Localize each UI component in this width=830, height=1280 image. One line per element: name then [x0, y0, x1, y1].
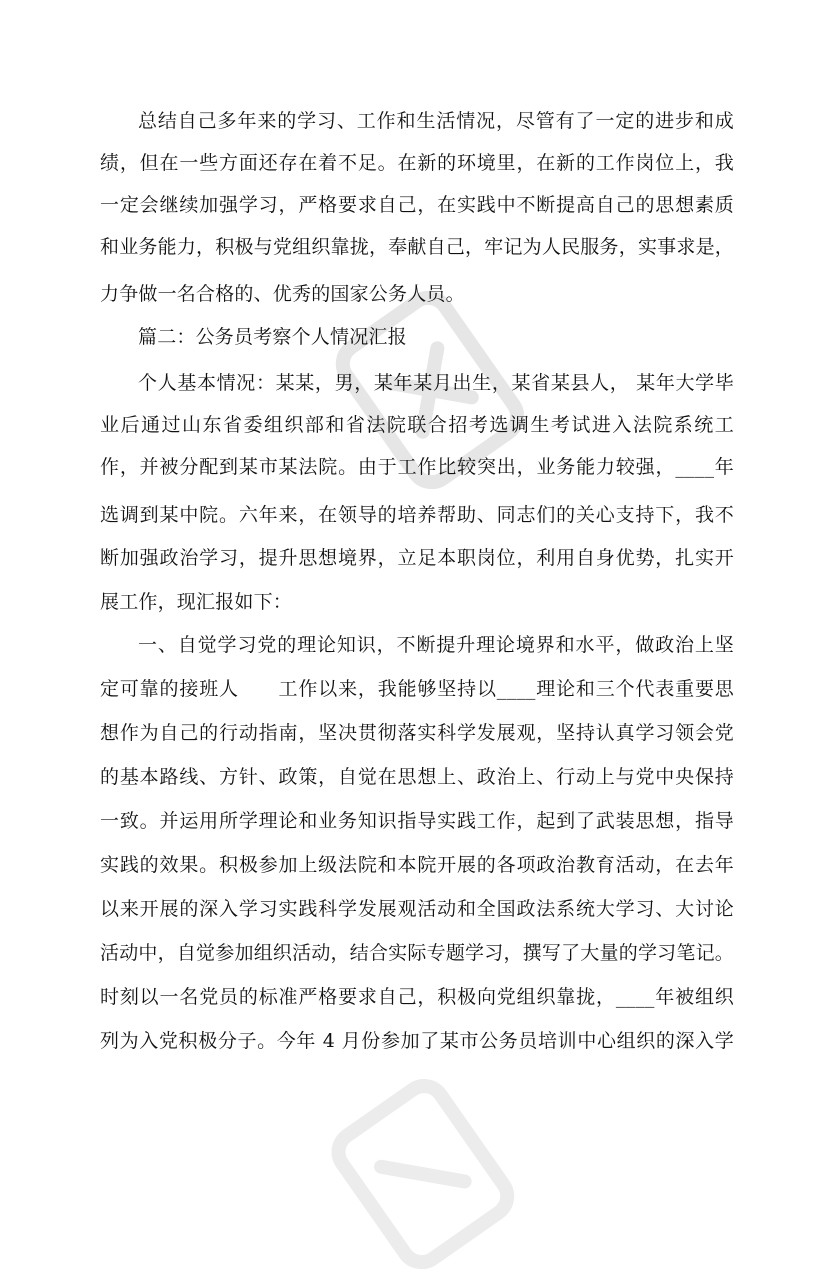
text-line: 展工作，现汇报如下： [100, 591, 293, 613]
text-line: 力争做一名合格的、优秀的国家公务人员。 [100, 283, 465, 305]
text-line: 一、自觉学习党的理论知识，不断提升理论境界和水平，做政治上坚 [138, 634, 734, 656]
watermark-logo-icon [320, 1060, 520, 1280]
text-line: 列为入党积极分子。今年 4 月份参加了某市公务员培训中心组织的深入学 [100, 1030, 734, 1052]
text-line: 作，并被分配到某市某法院。由于工作比较突出，业务能力较强，____年 [100, 456, 734, 478]
text-line: 断加强政治学习，提升思想境界，立足本职岗位，利用自身优势，扎实开 [100, 547, 734, 569]
text-line: 个人基本情况：某某，男，某年某月出生，某省某县人， 某年大学毕 [138, 372, 734, 394]
text-line: 的基本路线、方针、政策，自觉在思想上、政治上、行动上与党中央保持 [100, 766, 734, 788]
text-line: 一致。并运用所学理论和业务知识指导实践工作，起到了武装思想，指导 [100, 810, 734, 832]
section-heading: 篇二：公务员考察个人情况汇报 [138, 326, 407, 348]
text-line: 总结自己多年来的学习、工作和生活情况，尽管有了一定的进步和成 [138, 110, 734, 132]
text-line: 和业务能力，积极与党组织靠拢，奉献自己，牢记为人民服务，实事求是， [100, 236, 734, 258]
text-line: 一定会继续加强学习，严格要求自己，在实践中不断提高自己的思想素质 [100, 194, 734, 216]
text-line: 时刻以一名党员的标准严格要求自己，积极向党组织靠拢，____年被组织 [100, 986, 734, 1008]
text-line: 实践的效果。积极参加上级法院和本院开展的各项政治教育活动，在去年 [100, 854, 734, 876]
text-line: 选调到某中院。六年来，在领导的培养帮助、同志们的关心支持下，我不 [100, 504, 734, 526]
text-line: 以来开展的深入学习实践科学发展观活动和全国政法系统大学习、大讨论 [100, 898, 734, 920]
text-line: 绩，但在一些方面还存在着不足。在新的环境里，在新的工作岗位上，我 [100, 152, 734, 174]
text-line: 想作为自己的行动指南，坚决贯彻落实科学发展观，坚持认真学习领会党 [100, 722, 734, 744]
text-line: 业后通过山东省委组织部和省法院联合招考选调生考试进入法院系统工 [100, 414, 734, 436]
text-line: 活动中，自觉参加组织活动，结合实际专题学习，撰写了大量的学习笔记。 [100, 942, 734, 964]
text-line: 定可靠的接班人 工作以来，我能够坚持以____理论和三个代表重要思 [100, 678, 734, 700]
